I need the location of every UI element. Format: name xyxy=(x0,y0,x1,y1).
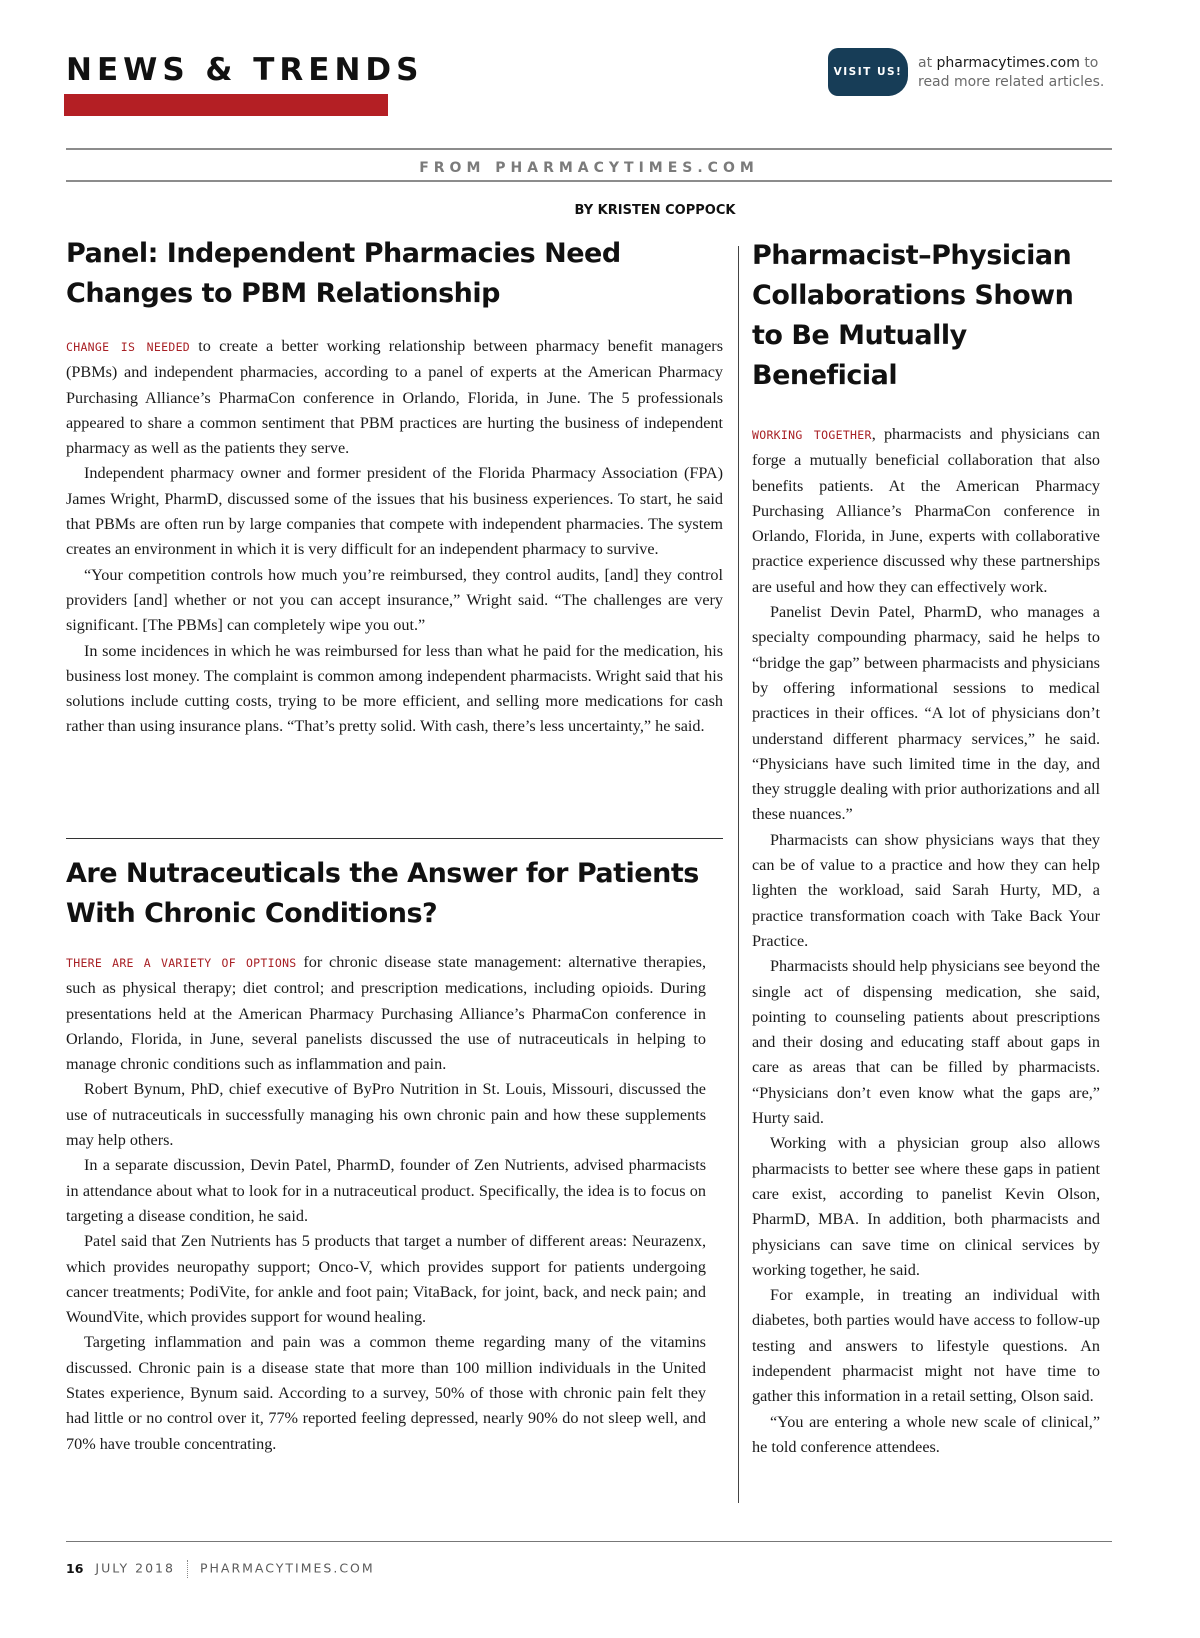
visit-prefix: at xyxy=(918,55,933,71)
article-pbm xyxy=(66,234,723,740)
paragraph: CHANGE IS NEEDED to create a better working relationship between pharmacy benefit managers (PBMs) and independent pharmacies, according to a panel of experts at the American Pharmacy Purchasing Alliance’s PharmaCon conference in Orlando, Florida, in June. The 5 professionals appeared to share a common sentiment that PBM practices are hurting the business of independent pharmacy as well as the patients they serve. xyxy=(66,337,724,458)
page-number: 16 xyxy=(66,1560,84,1576)
article-separator xyxy=(66,838,723,839)
from-rule xyxy=(66,180,1112,182)
paragraph: Patel said that Zen Nutrients has 5 products that target a number of different areas: Neurazenx, which provides neuropathy support; Onco-V, which provides support for patients undergoing cancer treatments; PodiVite, for ankle and foot pain; VitaBack, for joint, back, and neck pain; and WoundVite, which provides support for wound healing. xyxy=(66,1232,706,1327)
article-title: Are Nutraceuticals the Answer for Patients With Chronic Conditions? xyxy=(66,858,699,929)
visit-site-link[interactable]: pharmacytimes.com xyxy=(936,55,1080,71)
paragraph: Independent pharmacy owner and former president of the Florida Pharmacy Association (FPA) James Wright, PharmD, discussed some of the issues that his business experiences. To start, he said that PBMs are often run by large companies that compete with independent pharmacies. The system creates an environment in which it is very difficult for an independent pharmacy to survive. xyxy=(66,464,723,559)
issue-date: JULY 2018 xyxy=(95,1560,175,1576)
visit-line2: read more related articles. xyxy=(918,74,1105,90)
footer-rule xyxy=(66,1541,1112,1542)
section-title: NEWS & TRENDS xyxy=(66,52,424,88)
from-label: FROM PHARMACYTIMES.COM xyxy=(419,160,759,176)
paragraph: Working with a physician group also allows pharmacists to better see where these gaps in patient care exist, according to panelist Kevin Olson, PharmD, MBA. In addition, both pharmacists and physicians can save time on clinical services by working together, he said. xyxy=(752,1134,1100,1279)
paragraph: “Your competition controls how much you’re reimbursed, they control audits, [and] they control providers [and] whether or not you can accept insurance,” Wright said. “The challenges are very significant. [The PBMs] can completely wipe you out.” xyxy=(66,565,723,635)
byline: BY KRISTEN COPPOCK xyxy=(574,203,736,218)
paragraph: For example, in treating an individual with diabetes, both parties would have access to follow-up testing and answers to lifestyle questions. An independent pharmacist might not have time to gather this information in a retail setting, Olson said. xyxy=(752,1286,1100,1406)
article-body xyxy=(752,422,1100,1460)
page-footer xyxy=(66,1560,375,1578)
lead-in: WORKING TOGETHER xyxy=(752,428,872,442)
lead-in: THERE ARE A VARIETY OF OPTIONS xyxy=(66,956,297,970)
paragraph: Targeting inflammation and pain was a common theme regarding many of the vitamins discussed. Chronic pain is a disease state that more than 100 million individuals in the United States experience, Bynum said. According to a survey, 50% of those with chronic pain felt they had little or no control over it, 77% reported feeling depressed, nearly 90% do not sleep well, and 70% have trouble concentrating. xyxy=(66,1333,706,1453)
paragraph: Panelist Devin Patel, PharmD, who manages a specialty compounding pharmacy, said he helps to “bridge the gap” between pharmacists and physicians by offering informational sessions to medical practices in their offices. “A lot of physicians don’t understand different pharmacy services,” he said. “Physicians have such limited time in the day, and they struggle dealing with prior authorizations and all these nuances.” xyxy=(752,603,1100,824)
paragraph: Pharmacists can show physicians ways that they can be of value to a practice and how they can help lighten the workload, said Sarah Hurty, MD, a practice transformation coach with Take Back Your Practice. xyxy=(752,830,1100,950)
section-accent-bar xyxy=(64,94,388,116)
article-collaborations xyxy=(752,236,1100,1460)
paragraph: In some incidences in which he was reimbursed for less than what he paid for the medication, his business lost money. The complaint is common among independent pharmacists. Wright said that his solutions include cutting costs, trying to be more efficient, and selling more medications for cash rather than using insurance plans. “That’s pretty solid. With cash, there’s less uncertainty,” he said. xyxy=(66,641,723,736)
paragraph: In a separate discussion, Devin Patel, PharmD, founder of Zen Nutrients, advised pharmacists in attendance about what to look for in a nutraceutical product. Specifically, the idea is to focus on targeting a disease condition, he said. xyxy=(66,1156,706,1225)
article-body xyxy=(66,334,723,740)
visit-suffix: to xyxy=(1084,55,1099,71)
article-nutraceuticals xyxy=(66,854,706,1457)
top-rule xyxy=(66,148,1112,150)
article-title: Panel: Independent Pharmacies Need Changes to PBM Relationship xyxy=(66,238,621,309)
lead-in: CHANGE IS NEEDED xyxy=(66,340,191,354)
paragraph: THERE ARE A VARIETY OF OPTIONS for chronic disease state management: alternative therapies, such as physical therapy; diet control; and prescription medications, including opioids. During presentations held at the American Pharmacy Purchasing Alliance’s PharmaCon conference in Orlando, Florida, in June, several panelists discussed the use of nutraceuticals in helping to manage chronic conditions such as inflammation and pain. xyxy=(66,953,706,1074)
paragraph: Robert Bynum, PhD, chief executive of ByPro Nutrition in St. Louis, Missouri, discussed the use of nutraceuticals in successfully managing his own chronic pain and how these supplements may help others. xyxy=(66,1080,706,1150)
footer-separator xyxy=(187,1560,188,1578)
article-title: Pharmacist–Physician Collaborations Shown to Be Mutually Beneficial xyxy=(752,240,1074,391)
paragraph: Pharmacists should help physicians see beyond the single act of dispensing medication, she said, pointing to counseling patients about prescriptions and their dosing and educating staff about gaps in care as areas that can be filled by pharmacists. “Physicians don’t even know what the gaps are,” Hurty said. xyxy=(752,957,1100,1128)
paragraph: WORKING TOGETHER, pharmacists and physicians can forge a mutually beneficial collaboration that also benefits patients. At the American Pharmacy Purchasing Alliance’s PharmaCon conference in Orlando, Florida, in June, experts with collaborative practice experience discussed why these partnerships are useful and how they can effectively work. xyxy=(752,425,1100,596)
article-body xyxy=(66,950,706,1457)
visit-us-badge[interactable]: VISIT US! xyxy=(828,48,908,96)
column-divider xyxy=(738,246,739,1503)
footer-site-link[interactable]: PHARMACYTIMES.COM xyxy=(199,1560,375,1576)
visit-promo xyxy=(918,54,1118,92)
paragraph: “You are entering a whole new scale of clinical,” he told conference attendees. xyxy=(752,1412,1100,1456)
